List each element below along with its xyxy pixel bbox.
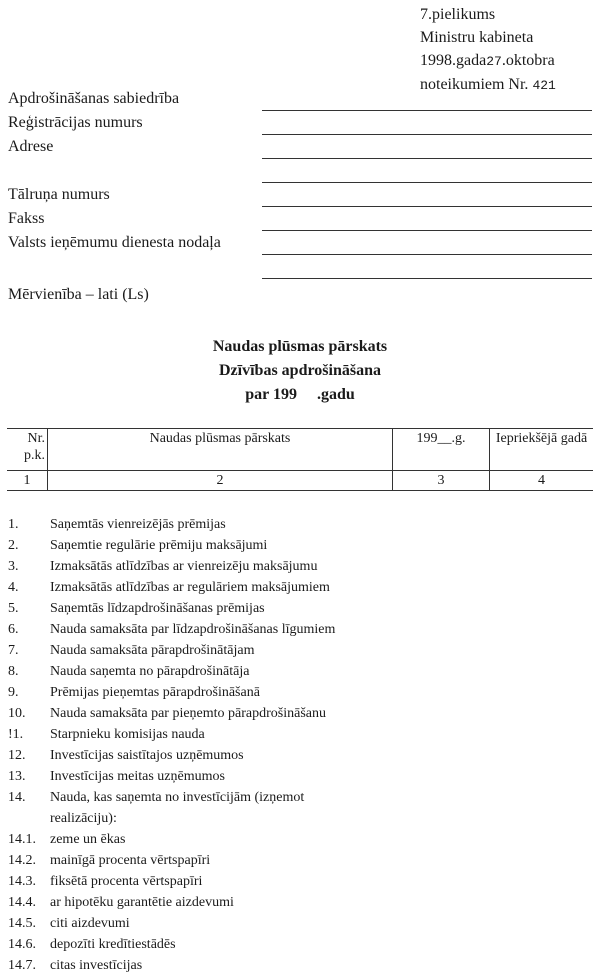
fill-line[interactable] [262,134,592,135]
item-number: 8. [8,664,19,679]
field-label-company: Apdrošināšanas sabiedrība [8,90,180,107]
fill-line[interactable] [262,182,592,183]
fill-line[interactable] [262,230,592,231]
item-number: 14.1. [8,832,36,847]
list-item [8,724,370,745]
annex-issuer: Ministru kabineta [420,29,534,46]
item-number: 14.3. [8,874,36,889]
item-text: zeme un ēkas [50,832,126,847]
col-number: 3 [393,471,490,491]
field-label-registration: Reģistrācijas numurs [8,114,143,131]
col-header-previous-year: Iepriekšējā gadā [490,429,594,471]
item-text: Saņemtās līdzapdrošināšanas prēmijas [50,601,265,616]
col-header-description: Naudas plūsmas pārskats [48,429,393,471]
item-number: 14.7. [8,958,36,973]
annex-number: 7.pielikums [420,6,496,23]
item-text: Investīcijas saistītajos uzņēmumos [50,748,244,763]
item-text: mainīgā procenta vērtspapīri [50,853,211,868]
item-text: Prēmijas pieņemtas pārapdrošināšanā [50,685,260,700]
list-item [8,619,370,640]
report-period: par 199 .gadu [245,386,355,403]
item-number: 2. [8,538,19,553]
field-label-tax-office: Valsts ieņēmumu dienesta nodaļa [8,234,221,251]
list-item [8,598,370,619]
fill-line[interactable] [262,254,592,255]
item-text: Saņemtie regulārie prēmiju maksājumi [50,538,268,553]
item-text: ar hipotēku garantētie aizdevumi [50,895,234,910]
header-table [7,428,593,491]
list-item [8,766,370,787]
item-number: 9. [8,685,19,700]
fill-line[interactable] [262,278,592,279]
item-number: 14.4. [8,895,36,910]
item-number: 14.6. [8,937,36,952]
item-text: citi aizdevumi [50,916,130,931]
list-item [8,745,370,766]
list-item [8,787,370,829]
list-item [8,829,370,850]
item-number: !1. [8,727,24,742]
item-text: Starpnieku komisijas nauda [50,727,205,742]
item-text: Izmaksātās atlīdzības ar regulāriem maksājumiem [50,580,330,595]
item-text: Nauda samaksāta pārapdrošinātājam [50,643,255,658]
item-number: 14.5. [8,916,36,931]
list-item [8,703,370,724]
fill-line[interactable] [262,158,592,159]
field-label-phone: Tālruņa numurs [8,186,110,203]
col-number: 2 [48,471,393,491]
col-number: 1 [7,471,48,491]
item-list [8,514,370,976]
list-item [8,661,370,682]
item-text: Nauda saņemta no pārapdrošinātāja [50,664,250,679]
item-number: 1. [8,517,19,532]
list-item [8,682,370,703]
annex-regulation: noteikumiem Nr. 421 [420,76,556,93]
item-text: Investīcijas meitas uzņēmumos [50,769,225,784]
annex-date: 1998.gada27.oktobra [420,52,555,69]
fill-line[interactable] [262,206,592,207]
col-number: 4 [490,471,594,491]
item-text: Nauda samaksāta par līdzapdrošināšanas līgumiem [50,622,336,637]
item-number: 7. [8,643,19,658]
item-number: 13. [8,769,26,784]
item-number: 14.2. [8,853,36,868]
list-item [8,871,370,892]
item-number: 12. [8,748,26,763]
item-text: depozīti kredītiestādēs [50,937,176,952]
col-header-current-year: 199__.g. [393,429,490,471]
field-label-address: Adrese [8,138,54,155]
report-title: Naudas plūsmas pārskats [212,338,388,355]
annex-header [420,3,556,97]
list-item [8,640,370,661]
list-item [8,955,370,976]
list-item [8,556,370,577]
item-text: Saņemtās vienreizējās prēmijas [50,517,226,532]
item-number: 10. [8,706,26,721]
item-number: 5. [8,601,19,616]
list-item [8,850,370,871]
item-text: fiksētā procenta vērtspapīri [50,874,203,889]
item-number: 6. [8,622,19,637]
list-item [8,934,370,955]
item-text: citas investīcijas [50,958,143,973]
item-text: Izmaksātās atlīdzības ar vienreizēju maksājumu [50,559,318,574]
list-item [8,892,370,913]
fill-line[interactable] [262,110,592,111]
col-header-nr: Nr. p.k. [7,429,48,471]
unit-of-measure: Mērvienība – lati (Ls) [8,286,149,303]
item-text: Nauda, kas saņemta no investīcijām (izņemot realizāciju): [50,790,305,826]
item-number: 3. [8,559,19,574]
list-item [8,535,370,556]
list-item [8,577,370,598]
list-item [8,913,370,934]
field-label-fax: Fakss [8,210,45,227]
report-subtitle: Dzīvības apdrošināšana [219,362,381,379]
item-number: 14. [8,790,26,805]
item-text: Nauda samaksāta par pieņemto pārapdrošināšanu [50,706,327,721]
list-item [8,514,370,535]
item-number: 4. [8,580,19,595]
